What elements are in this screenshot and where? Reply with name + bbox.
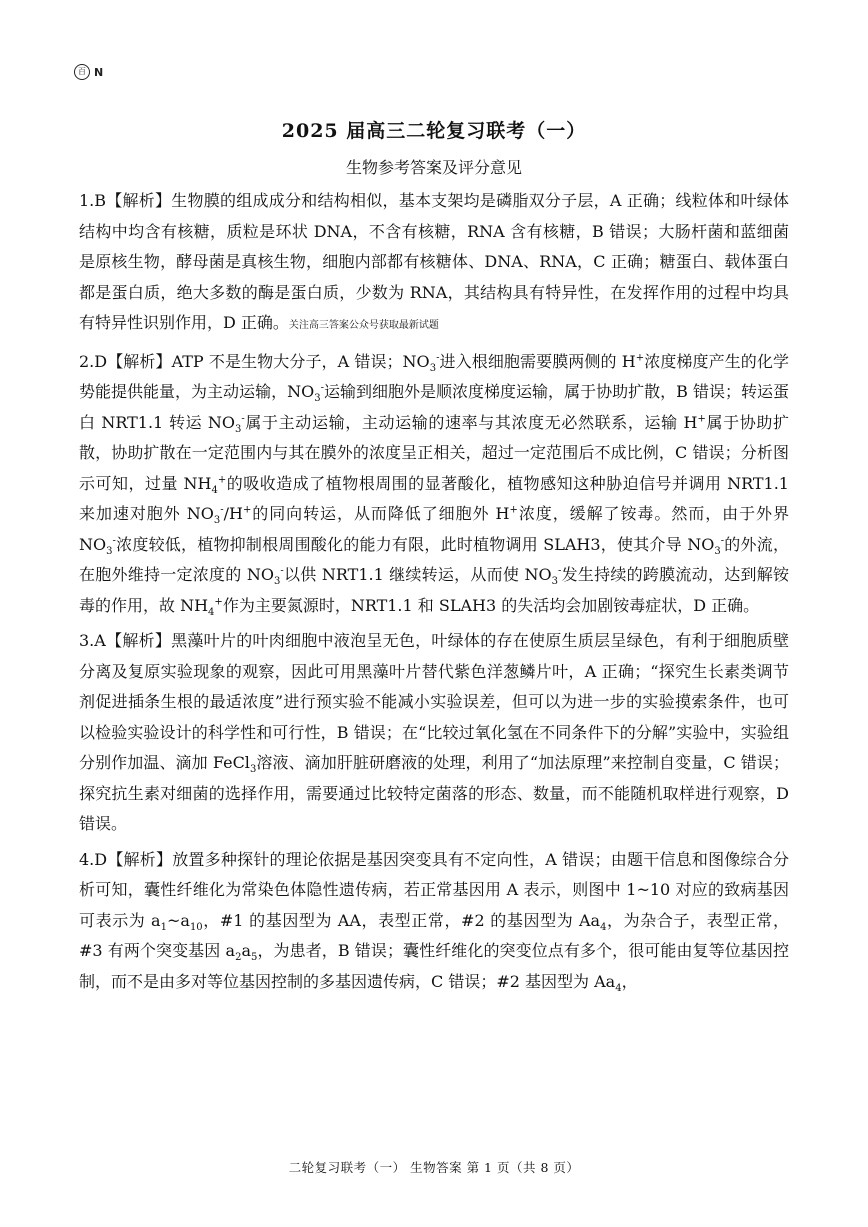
superscript: +	[635, 352, 645, 364]
answer-2-text: 属于主动运输，主动运输的速率与其浓度无必然联系，运输 H	[244, 412, 698, 432]
answer-4-label: 4.D	[79, 849, 108, 869]
answer-4-text: ，为患者，B 错误；囊性纤维化的突变位点有多个，很可能由复等位基因控制，而不是由多对等位基因控制的多基因遗传病，C 错误；#2 基因型为 Aa	[79, 941, 789, 991]
answer-2-text: /H	[223, 504, 243, 523]
answer-1	[79, 186, 789, 342]
answer-2-text: 的吸收造成了植物根周围的显著酸化，植物感知这种胁迫信号并调用 NRT1.1 来加速对胞外 NO	[79, 473, 789, 523]
answer-2-text: 浓度梯度产生的化学势能提供能量，为主动运输，NO	[79, 351, 789, 401]
answer-3	[79, 626, 789, 840]
answer-2-text: 运输到细胞外是顺浓度梯度运输，属于协助扩散，B 错误；转运蛋白 NRT1.1 转运 NO	[79, 382, 789, 432]
superscript: +	[242, 504, 252, 516]
superscript: -	[241, 413, 245, 425]
header-logo	[74, 64, 103, 80]
answer-3-tag: 【解析】	[105, 631, 172, 650]
answer-4-tag: 【解析】	[107, 849, 173, 869]
answer-4-text: ，为杂合子，表型正常，#3 有两个突变基因 a	[79, 910, 789, 960]
subscript: 2	[235, 952, 242, 964]
answer-4-text: 放置多种探针的理论依据是基因突变具有不定向性，A 错误；由题干信息和图像综合分析可知，囊性纤维化为常染色体隐性遗传病，若正常基因用 A 表示，则图中 1~10 对应的致病基因可表示为 a	[79, 849, 789, 930]
answer-2	[79, 347, 789, 622]
answer-2-text: ATP 不是生物大分子，A 错误；NO	[171, 351, 430, 371]
subscript: 3	[429, 362, 437, 374]
subscript: 3	[235, 423, 242, 435]
promo-note: 关注高三答案公众号获取最新试题	[288, 320, 439, 331]
answer-2-text: 进入根细胞需要膜两侧的 H	[439, 351, 636, 371]
superscript: +	[509, 504, 518, 516]
superscript: -	[558, 565, 562, 577]
answer-2-text: 的外流，在胞外维持一定浓度的 NO	[79, 534, 789, 584]
page-subtitle: 生物参考答案及评分意见	[345, 158, 522, 177]
superscript: -	[320, 382, 324, 394]
answer-1-tag: 【解析】	[106, 191, 172, 210]
answer-body	[79, 186, 789, 1002]
answer-4-text: ，#1 的基因型为 AA，表型正常，#2 的基因型为 Aa	[202, 910, 601, 930]
answer-4-text: ，	[621, 971, 638, 991]
subscript: 3	[249, 764, 257, 776]
answer-1-label: 1.B	[79, 191, 107, 210]
superscript: +	[217, 474, 227, 486]
logo-circle-icon: 百	[74, 64, 90, 80]
superscript: -	[220, 504, 224, 516]
answer-2-label: 2.D	[79, 351, 108, 371]
logo-letter: N	[94, 65, 104, 79]
subscript: 4	[211, 484, 218, 496]
superscript: -	[436, 352, 440, 364]
page-footer: 二轮复习联考（一） 生物答案 第 1 页（共 8 页）	[288, 1160, 580, 1175]
answer-3-label: 3.A	[79, 631, 106, 650]
superscript: -	[720, 535, 725, 547]
answer-2-text: 的同向转运，从而降低了细胞外 H	[251, 504, 510, 523]
answer-2-text: 作为主要氮源时，NRT1.1 和 SLAH3 的失活均会加剧铵毒症状，D 正确。	[222, 595, 760, 615]
subscript: 3	[314, 393, 321, 405]
answer-2-tag: 【解析】	[107, 351, 172, 371]
subscript: 3	[213, 515, 221, 527]
subscript: 10	[189, 921, 203, 933]
page-title: 2025 届高三二轮复习联考（一）	[281, 120, 587, 142]
answer-4	[79, 845, 789, 998]
answer-2-text: 属于协助扩散，协助扩散在一定范围内与其在膜外的浓度呈正相关，超过一定范围后不成比例，C 错误；分析图示可知，过量 NH	[79, 412, 789, 493]
answer-3-text: 溶液、滴加肝脏研磨液的处理，利用了“加法原理”来控制自变量，C 错误；探究抗生素对细菌的选择作用，需要通过比较特定菌落的形态、数量，而不能随机取样进行观察，D 错误。	[79, 753, 789, 833]
answer-2-text: 浓度较低，植物抑制根周围酸化的能力有限，此时植物调用 SLAH3，使其介导 NO	[115, 534, 715, 554]
subscript: 4	[600, 921, 607, 933]
subscript: 4	[615, 982, 622, 994]
answer-2-text: 发生持续的跨膜流动，达到解铵毒的作用，故 NH	[79, 565, 789, 615]
answer-4-text: a	[241, 941, 251, 960]
answer-2-text: 以供 NRT1.1 继续转运，从而使 NO	[283, 565, 552, 584]
subscript: 1	[160, 921, 167, 933]
answer-2-text: 浓度，缓解了铵毒。然而，由于外界 NO	[79, 504, 789, 554]
superscript: +	[214, 596, 223, 608]
answer-3-text: 黑藻叶片的叶肉细胞中液泡呈无色，叶绿体的存在使原生质层呈绿色，有利于细胞质壁分离及复原实验现象的观察，因此可用黑藻叶片替代紫色洋葱鳞片叶，A 正确；“探究生长素类调节剂促进插条生根的最适浓度”进行预实验不能减小实验误差，但可以为进一步的实验摸索条件，也可以检验实验设计的科学性和可行性，B 错误；在“比较过氧化氢在不同条件下的分解”实验中，实验组分别作加温、滴加 FeCl	[79, 631, 789, 772]
superscript: -	[280, 565, 284, 577]
subscript: 3	[274, 576, 281, 588]
subscript: 3	[106, 545, 113, 557]
subscript: 4	[208, 606, 215, 618]
subscript: 3	[714, 545, 721, 557]
answer-4-text: ~a	[166, 910, 190, 930]
subscript: 3	[551, 576, 558, 588]
superscript: -	[112, 535, 116, 547]
superscript: +	[697, 413, 706, 425]
subscript: 5	[250, 952, 258, 964]
answer-1-text: 生物膜的组成成分和结构相似，基本支架均是磷脂双分子层，A 正确；线粒体和叶绿体结构中均含有核糖，质粒是环状 DNA，不含有核糖，RNA 含有核糖，B 错误；大肠杆菌和蓝细菌是原核生物，酵母菌是真核生物，细胞内部都有核糖体、DNA、RNA，C 正确；糖蛋白、载体蛋白都是蛋白质，绝大多数的酶是蛋白质，少数为 RNA，其结构具有特异性，在发挥作用的过程中均具有特异性识别作用，D 正确。	[79, 191, 789, 332]
